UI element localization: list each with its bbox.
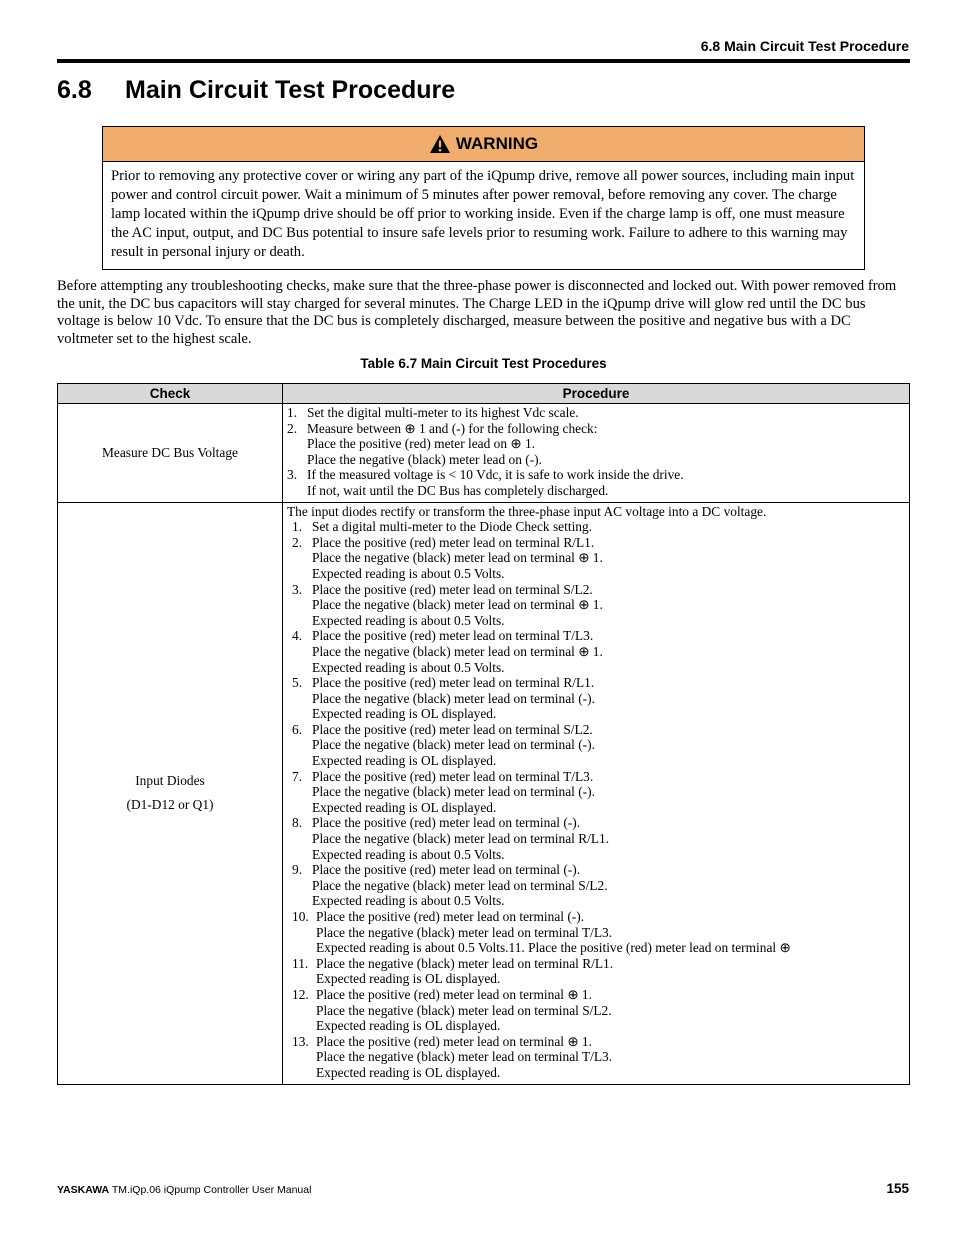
footer-brand: YASKAWA xyxy=(57,1184,110,1196)
table-row xyxy=(58,502,910,1084)
list-item: 2. Place the positive (red) meter lead on terminal R/L1. xyxy=(292,534,595,550)
list-item: 3. If the measured voltage is < 10 Vdc, it is safe to work inside the drive. xyxy=(287,467,684,483)
list-item: 9. Place the positive (red) meter lead on terminal (-). xyxy=(292,862,581,878)
list-item: 2. Measure between ⊕ 1 and (-) for the following check: xyxy=(287,420,598,436)
diode-step-list: 1. Set a digital multi-meter to the Diode Check setting. 2. Place the positive (red) meter lead on terminal R/L1. Place the negative (black) meter lead on terminal ⊕ 1. Expected reading is about 0.5 Volts. 3. Place the positive (red) meter lead on terminal S/L2. Place the negative (black) meter lead on terminal ⊕ 1. Expected reading is about 0.5 Volts. 4. Place the positive (red) meter lead on terminal T/L3. Place the negative (black) meter lead on terminal ⊕ 1. Expected reading is about 0.5 Volts. 5. Place the positive (red) meter lead on terminal R/L1. Place the negative (black) meter lead on terminal (-). Expected reading is OL displayed. 6. Place the positive (red) meter lead on terminal S/L2. Place the negative (black) meter lead on terminal (-). Expected reading is OL displayed. 7. Place the positive (red) meter lead on terminal T/L3. Place the negative (black) meter lead on terminal (-). Expected reading is OL displayed. 8. Place the positive (red) meter lead on terminal (-). Place the negative (black) meter lead on terminal R/L1. Expected reading is about 0.5 Volts. 9. Place the positive (red) meter lead on terminal (-). Place the negative (black) meter lead on terminal S/L2. Expected reading is about 0.5 Volts. 10. Place the positive (red) meter lead on terminal (-). Place the negative (black) meter lead on terminal T/L3. Expected reading is about 0.5 Volts.11. Place the positive (red) meter lead on terminal ⊕ 11. Place the negative (black) meter lead on terminal R/L1. Expected reading is OL displayed. 12. Place the positive (red) meter lead on terminal ⊕ 1. Place the negative (black) meter lead on terminal S/L2. Expected reading is OL displayed. 13. Place the positive (red) meter lead on terminal ⊕ 1. Place the negative (black) meter lead on terminal T/L3. Expected reading is OL displayed. xyxy=(287,519,905,1080)
list-item: 4. Place the positive (red) meter lead on terminal T/L3. xyxy=(292,628,594,644)
list-item: 11. Place the negative (black) meter lead on terminal R/L1. xyxy=(292,955,614,971)
list-item: 6. Place the positive (red) meter lead on terminal S/L2. xyxy=(292,721,593,737)
running-header: 6.8 Main Circuit Test Procedure xyxy=(700,38,909,54)
list-item: 3. Place the positive (red) meter lead on terminal S/L2. xyxy=(292,581,593,597)
page-number: 155 xyxy=(886,1181,909,1196)
warning-box xyxy=(102,126,865,270)
list-item: 12. Place the positive (red) meter lead on terminal ⊕ 1. xyxy=(292,986,592,1002)
warning-triangle-icon xyxy=(429,134,451,154)
list-item: 13. Place the positive (red) meter lead on terminal ⊕ 1. xyxy=(292,1033,592,1049)
section-heading xyxy=(57,76,455,105)
table-row xyxy=(58,404,910,503)
list-item: 7. Place the positive (red) meter lead on terminal T/L3. xyxy=(292,768,594,784)
footer-doc xyxy=(57,1184,311,1196)
section-number: 6.8 xyxy=(57,76,92,104)
section-title: Main Circuit Test Procedure xyxy=(125,76,456,104)
diode-intro: The input diodes rectify or transform the three-phase input AC voltage into a DC voltage. xyxy=(287,503,767,519)
header-procedure: Procedure xyxy=(283,384,910,404)
list-item: 1. Set the digital multi-meter to its highest Vdc scale. xyxy=(287,405,579,420)
intro-paragraph: Before attempting any troubleshooting checks, make sure that the three-phase power is disconnected and locked out. With power removed from the unit, the DC bus capacitors will stay charged for several minutes. The Charge LED in the iQpump drive will glow red until the DC bus voltage is below 10 Vdc. To ensure that the DC bus is completely discharged, measure between the positive and negative bus with a DC voltmeter set to the highest scale. xyxy=(57,278,897,347)
list-item: 5. Place the positive (red) meter lead on terminal R/L1. xyxy=(292,675,595,691)
footer-doc-title: TM.iQp.06 iQpump Controller User Manual xyxy=(111,1184,312,1196)
list-item: 1. Set a digital multi-meter to the Diode Check setting. xyxy=(292,519,593,535)
table-header-row xyxy=(58,384,910,404)
check-input-diodes: Input Diodes (D1-D12 or Q1) xyxy=(58,502,283,1084)
warning-header xyxy=(103,127,864,162)
header-check: Check xyxy=(58,384,283,404)
procedure-input-diodes xyxy=(283,502,910,1084)
warning-label: WARNING xyxy=(455,134,539,153)
list-item: 8. Place the positive (red) meter lead on terminal (-). xyxy=(292,815,581,831)
list-item: 10. Place the positive (red) meter lead on terminal (-). xyxy=(292,909,585,924)
check-dc-bus: Measure DC Bus Voltage xyxy=(58,404,283,503)
procedure-dc-bus: 1. Set the digital multi-meter to its highest Vdc scale. 2. Measure between ⊕ 1 and (-) for the following check: Place the positive (red) meter lead on ⊕ 1. Place the negative (black) meter lead on (-). 3. If the measured voltage is < 10 Vdc, it is safe to work inside the drive. If not, wait until the DC Bus has completely discharged. xyxy=(283,404,910,503)
table-caption: Table 6.7 Main Circuit Test Procedures xyxy=(360,356,607,371)
procedure-table xyxy=(57,383,910,1085)
warning-text: Prior to removing any protective cover or wiring any part of the iQpump drive, remove all power sources, including main input power and control circuit power. Wait a minimum of 5 minutes after power removal, before removing any cover. The charge lamp located within the iQpump drive should be off prior to working inside. Even if the charge lamp is off, one must measure the AC input, output, and DC Bus potential to insure safe levels prior to resuming work. Failure to adhere to this warning may result in personal injury or death. xyxy=(111,168,855,260)
header-rule xyxy=(57,59,910,63)
